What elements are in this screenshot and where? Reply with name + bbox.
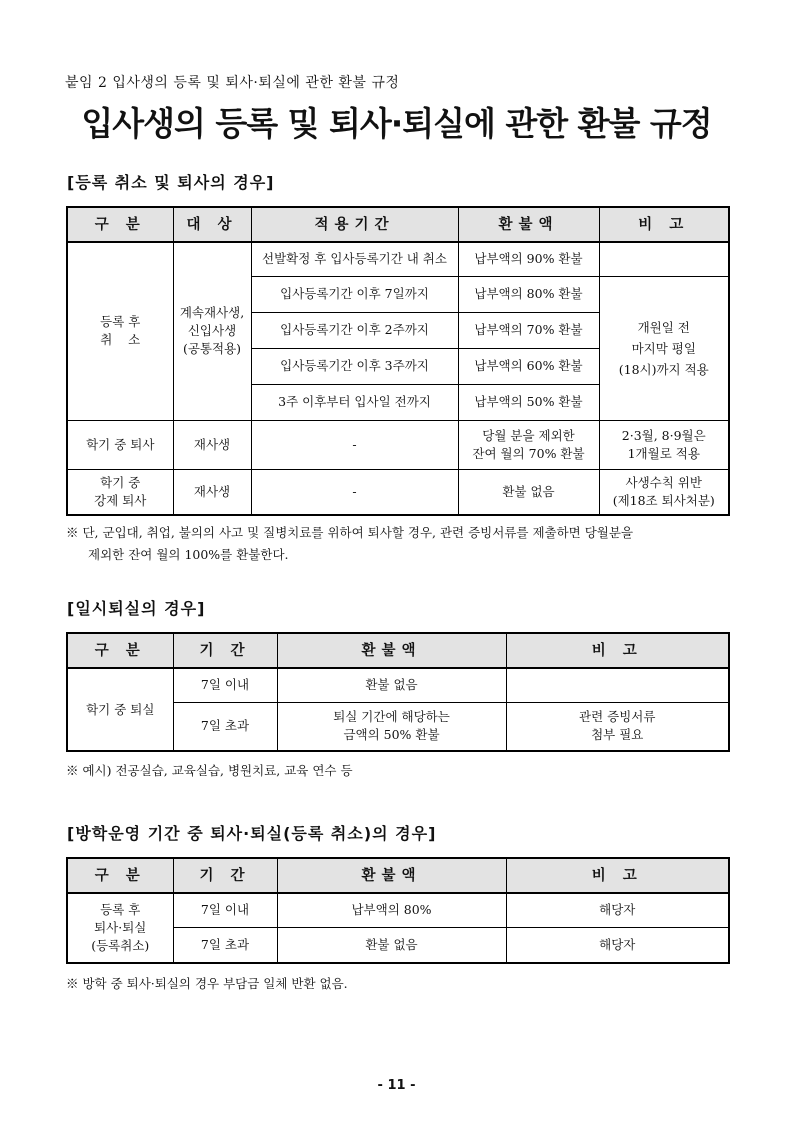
s1-category-line2: 취 소 [100, 332, 141, 348]
section1-title: [등록 취소 및 퇴사의 경우] [67, 173, 275, 192]
s1-note-midterm-line1: 2·3월, 8·9월은 [621, 427, 706, 443]
s1-category-midterm: 학기 중 퇴사 [67, 420, 173, 469]
s3-footnote: ※ 방학 중 퇴사·퇴실의 경우 부담금 일체 반환 없음. [66, 976, 348, 991]
s1-note-forced [599, 469, 729, 515]
s1-header-target: 대 상 [173, 207, 251, 242]
s1-header-category: 구 분 [67, 207, 173, 242]
s3-note-cell: 해당자 [506, 893, 729, 927]
s2-note-cell [506, 702, 729, 751]
s3-refund-cell: 환불 없음 [277, 927, 506, 963]
s3-header-refund: 환불액 [277, 858, 506, 893]
s2-footnote: ※ 예시) 전공실습, 교육실습, 병원치료, 교육 연수 등 [66, 763, 353, 778]
s1-footnote [66, 522, 633, 566]
section3-title: [방학운영 기간 중 퇴사·퇴실(등록 취소)의 경우] [67, 824, 437, 843]
s1-note-cell [599, 242, 729, 276]
s1-target-returning: 재사생 [173, 469, 251, 515]
s2-refund-cell [277, 702, 506, 751]
s3-header-category: 구 분 [67, 858, 173, 893]
s3-category-line2: 퇴사·퇴실 [94, 920, 147, 935]
s1-category-cancel [67, 242, 173, 420]
s1-category-forced-line1: 학기 중 [100, 474, 141, 490]
s1-refund-midterm-line2: 잔여 월의 70% 환불 [472, 445, 585, 461]
s1-target-line2: 신입사생 [187, 323, 237, 339]
s1-note-forced-line1: 사생수칙 위반 [625, 474, 702, 490]
s1-header-period: 적용기간 [251, 207, 458, 242]
s1-refund-cell: 납부액의 80% 환불 [458, 276, 599, 312]
s1-note-midterm-line2: 1개월로 적용 [627, 445, 700, 461]
s1-refund-cell: 납부액의 50% 환불 [458, 384, 599, 420]
s1-note-midterm [599, 420, 729, 469]
s1-merged-note-line3: (18시)까지 적용 [618, 361, 709, 377]
s3-header-note: 비 고 [506, 858, 729, 893]
s2-period-cell: 7일 이내 [173, 668, 277, 702]
s1-category-line1: 등록 후 [100, 314, 141, 330]
s1-target-common [173, 242, 251, 420]
s1-header-note: 비 고 [599, 207, 729, 242]
s1-footnote-line1: ※ 단, 군입대, 취업, 불의의 사고 및 질병치료를 위하여 퇴사할 경우, 관련 증빙서류를 제출하면 당월분을 [66, 525, 634, 540]
s1-period-cell: 입사등록기간 이후 7일까지 [251, 276, 458, 312]
section3-table [66, 857, 730, 964]
s1-target-returning: 재사생 [173, 420, 251, 469]
s1-period-dash: - [251, 420, 458, 469]
s1-period-cell: 선발확정 후 입사등록기간 내 취소 [251, 242, 458, 276]
attachment-label: 붙임 2 입사생의 등록 및 퇴사·퇴실에 관한 환불 규정 [65, 75, 400, 91]
s1-target-line3: (공통적용) [182, 341, 242, 357]
s1-period-dash: - [251, 469, 458, 515]
page-title: 입사생의 등록 및 퇴사·퇴실에 관한 환불 규정 [81, 104, 712, 143]
s1-category-forced-line2: 강제 퇴사 [94, 492, 147, 508]
section1-table [66, 206, 730, 516]
section2-table [66, 632, 730, 752]
s1-note-forced-line2: (제18조 퇴사처분) [612, 492, 715, 508]
s3-header-period: 기 간 [173, 858, 277, 893]
s2-note-line2: 첨부 필요 [591, 727, 644, 743]
s1-refund-cell: 납부액의 60% 환불 [458, 348, 599, 384]
s1-target-line1: 계속재사생, [179, 305, 245, 321]
s2-header-note: 비 고 [506, 633, 729, 668]
s3-note-cell: 해당자 [506, 927, 729, 963]
s1-footnote-line2: 제외한 잔여 월의 100%를 환불한다. [88, 547, 289, 562]
s1-period-cell: 입사등록기간 이후 3주까지 [251, 348, 458, 384]
s3-refund-cell: 납부액의 80% [277, 893, 506, 927]
s2-note-cell [506, 668, 729, 702]
s1-header-refund: 환불액 [458, 207, 599, 242]
s2-header-refund: 환불액 [277, 633, 506, 668]
section2-title: [일시퇴실의 경우] [67, 599, 206, 618]
s2-refund-cell: 환불 없음 [277, 668, 506, 702]
s1-refund-cell: 납부액의 90% 환불 [458, 242, 599, 276]
s1-category-forced [67, 469, 173, 515]
s1-merged-note-line2: 마지막 평일 [631, 340, 696, 356]
s1-merged-note [599, 276, 729, 420]
s3-category [67, 893, 173, 963]
s1-refund-forced: 환불 없음 [458, 469, 599, 515]
s1-refund-midterm [458, 420, 599, 469]
s3-category-line3: (등록취소) [91, 938, 150, 953]
s2-header-category: 구 분 [67, 633, 173, 668]
s2-category: 학기 중 퇴실 [67, 668, 173, 751]
s2-period-cell: 7일 초과 [173, 702, 277, 751]
s1-period-cell: 입사등록기간 이후 2주까지 [251, 312, 458, 348]
s3-period-cell: 7일 초과 [173, 927, 277, 963]
s2-header-period: 기 간 [173, 633, 277, 668]
s1-refund-midterm-line1: 당월 분을 제외한 [482, 427, 575, 443]
s1-refund-cell: 납부액의 70% 환불 [458, 312, 599, 348]
s2-refund-line2: 금액의 50% 환불 [343, 727, 440, 743]
s2-refund-line1: 퇴실 기간에 해당하는 [333, 709, 450, 725]
s2-note-line1: 관련 증빙서류 [579, 709, 656, 725]
s1-merged-note-line1: 개원일 전 [637, 319, 690, 335]
s3-period-cell: 7일 이내 [173, 893, 277, 927]
s1-period-cell: 3주 이후부터 입사일 전까지 [251, 384, 458, 420]
page-number: - 11 - [377, 1078, 416, 1093]
s3-category-line1: 등록 후 [100, 902, 141, 917]
